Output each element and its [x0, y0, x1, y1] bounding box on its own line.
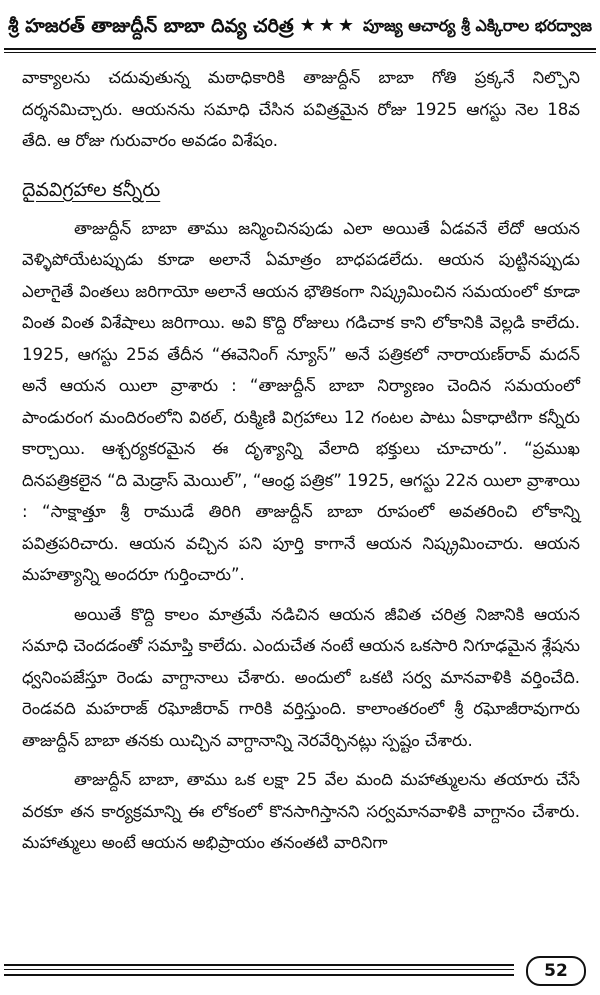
footer-rule — [4, 964, 514, 966]
header-stars: ★★★ — [299, 15, 358, 36]
page-body — [22, 62, 580, 867]
paragraph: అయితే కొద్ది కాలం మాత్రమే నడిచిన ఆయన జీవిత చరిత్ర నిజానికి ఆయన సమాధి చెందడంతో సమాప్తి కాలేదు. ఎందుచేత నంటే ఆయన ఒకసారి నిగూఢమైన శ్లేషను ధ్వనింపజేస్తూ రెండు వాగ్దానాలు చేశారు. అందులో ఒకటి సర్వ మానవాళికి వర్తించేది. రెండవది మహరాజ్ రఘోజీరావ్ గారికి వర్తిస్తుంది. కాలాంతరంలో శ్రీ రఘోజీరావుగారు తాజుద్దీన్ బాబా తనకు యిచ్చిన వాగ్దానాన్ని నెరవేర్చినట్లు స్పష్టం చేశారు. — [22, 604, 580, 750]
book-title: శ్రీ హజరత్ తాజుద్దీన్ బాబా దివ్య చరిత్ర — [8, 15, 294, 37]
paragraph: తాజుద్దీన్ బాబా తాము జన్మించినపుడు ఎలా అయితే ఏడవనే లేదో ఆయన వెళ్ళిపోయేటప్పుడు కూడా అలానే ఏమాత్రం బాధపడలేదు. ఆయన పుట్టినప్పుడు ఎలాగైతే వింతలు జరిగాయో అలానే ఆయన భౌతికంగా నిష్క్రమించిన సమయంలో కూడా వింత వింత విశేషాలు జరిగాయి. అవి కొద్ది రోజులు గడిచాక కాని లోకానికి వెల్లడి కాలేదు. 1925, ఆగస్టు 25వ తేదీన “ఈవెనింగ్ న్యూస్” అనే పత్రికలో నారాయణ్‌రావ్ మదన్ అనే ఆయన యిలా వ్రాశారు : “తాజుద్దీన్ బాబా నిర్యాణం చెందిన సమయంలో పాండురంగ మందిరంలోని విఠల్, రుక్మిణి విగ్రహాలు 12 గంటల పాటు ఏకాధాటిగా కన్నీరు కార్చాయి. ఆశ్చర్యకరమైన ఈ దృశ్యాన్ని వేలాది భక్తులు చూచారు”. “ప్రముఖ దినపత్రికలైన “ది మెడ్రాస్ మెయిల్”, “ఆంధ్ర పత్రిక” 1925, ఆగస్టు 22న యిలా వ్రాశాయి : “సాక్షాత్తూ శ్రీ రాముడే తిరిగి తాజుద్దీన్ బాబా రూపంలో అవతరించి లోకాన్ని పవిత్రపరిచారు. ఆయన వచ్చిన పని పూర్తి కాగానే ఆయన నిష్క్రమించారు. ఆయన మహత్యాన్ని అందరూ గుర్తించారు”. — [22, 218, 580, 584]
paragraph-continued: వాక్యాలను చదువుతున్న మఠాధికారికి తాజుద్దీన్ బాబా గోతి ప్రక్కనే నిల్చొని దర్శనమిచ్చారు. ఆయనను సమాధి చేసిన పవిత్రమైన రోజు 1925 ఆగస్టు నెల 18వ తేది. ఆ రోజు గురువారం అవడం విశేషం. — [22, 68, 580, 150]
paragraph: తాజుద్దీన్ బాబా, తాము ఒక లక్షా 25 వేల మంది మహాత్ములను తయారు చేసే వరకూ తన కార్యక్రమాన్ని ఈ లోకంలో కొనసాగిస్తానని సర్వమానవాళికి వాగ్దానం చేశారు. మహాత్ములు అంటే ఆయన అభిప్రాయం తనంతటి వారినిగా — [22, 770, 580, 852]
section-heading: దైవవిగ్రహాల కన్నీరు — [22, 178, 161, 201]
footer-rule — [4, 969, 514, 970]
page-number: 52 — [526, 956, 586, 986]
header-rule — [4, 48, 596, 50]
author-name: పూజ్య ఆచార్య శ్రీ ఎక్కిరాల భరద్వాజ — [363, 16, 592, 35]
page-footer — [4, 958, 596, 986]
footer-rule — [4, 974, 514, 976]
header-rule-thin — [4, 52, 596, 53]
running-header — [8, 6, 592, 46]
